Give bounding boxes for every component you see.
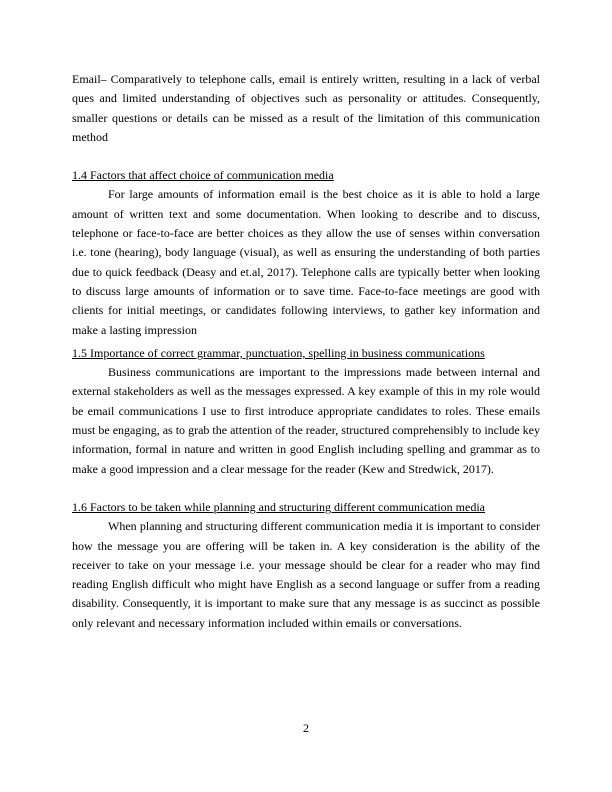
section-1-5-heading: 1.5 Importance of correct grammar, punctuation, spelling in business communications [72,345,485,360]
section-1-4-body: For large amounts of information email is the best choice as it is able to hold a large amount of written text and some documentation. When looking to describe and to discuss, telephone or face-to-face are better choices as they allow the use of senses within conversation i.e. tone (hearing), body language (visual), as well as ensuring the understanding of both parties due to quick feedback (Deasy and et.al, 2017). Telephone calls are typically better when looking to discuss large amounts of information or to save time. Face-to-face meetings are good with clients for initial meetings, or candidates following interviews, to gather key information and make a lasting impression [72,187,540,337]
spacer [72,147,540,166]
section-1-5-body: Business communications are important to the impressions made between internal and external stakeholders as well as the messages expressed. A key example of this in my role would be email communications I use to first introduce appropriate candidates to roles. These emails must be engaging, as to grab the attention of the reader, structured comprehensibly to include key information, formal in nature and written in good English including spelling and grammar as to make a good impression and a clear message for the reader (Kew and Stredwick, 2017). [72,365,540,476]
section-1-6 [72,498,540,633]
section-1-6-body: When planning and structuring different communication media it is important to consider how the message you are offering will be taken in. A key consideration is the ability of the receiver to take on your message i.e. your message should be clear for a reader who may find reading English difficult who might have English as a second language or suffer from a reading disability. Consequently, it is important to make sure that any message is as succinct as possible only relevant and necessary information included within emails or conversations. [72,519,540,630]
section-1-6-heading: 1.6 Factors to be taken while planning and structuring different communication media [72,499,486,514]
section-1-5 [72,344,540,479]
page-number: 2 [303,721,309,735]
spacer [72,479,540,498]
section-1-4 [72,166,540,340]
document-page [72,70,540,633]
section-1-4-heading: 1.4 Factors that affect choice of communication media [72,168,334,183]
email-paragraph: Email– Comparatively to telephone calls, email is entirely written, resulting in a lack of verbal ques and limited understanding of objectives such as personality or attitudes. Consequently, smaller questions or details can be missed as a result of the limitation of this communication method [72,72,540,144]
